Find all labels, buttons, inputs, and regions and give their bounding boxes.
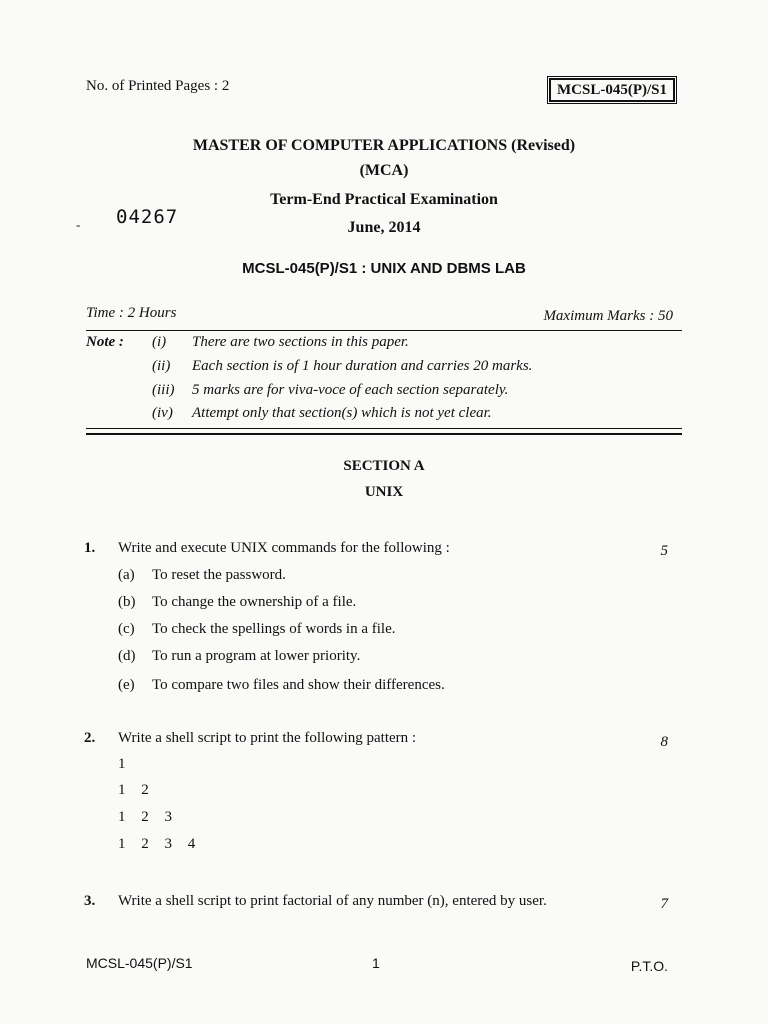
question-marks: 8	[660, 734, 668, 750]
section-subheading: UNIX	[364, 484, 404, 500]
pattern-row: 1 2	[118, 782, 149, 798]
note-item-num: (iv)	[152, 405, 173, 421]
time-allowed: Time : 2 Hours	[86, 305, 177, 321]
sub-question-text: To run a program at lower priority.	[152, 648, 361, 664]
sub-question	[118, 648, 360, 665]
note-item-text: Each section is of 1 hour duration and carries 20 marks.	[192, 358, 533, 374]
sub-question-label: (c)	[118, 621, 135, 637]
sub-question-label: (b)	[118, 594, 136, 610]
sub-question-text: To reset the password.	[152, 567, 286, 583]
sub-question	[118, 621, 395, 638]
sub-question-text: To check the spellings of words in a file.	[152, 621, 396, 637]
question-marks: 7	[660, 896, 668, 912]
sub-question-label: (d)	[118, 648, 136, 664]
pattern-row: 1 2 3	[118, 809, 172, 825]
course-title: MCSL-045(P)/S1 : UNIX AND DBMS LAB	[242, 260, 526, 277]
note-item	[152, 358, 532, 375]
please-turn-over: P.T.O.	[630, 958, 668, 974]
note-item	[152, 405, 492, 422]
sub-question	[118, 567, 286, 584]
question-text: Write and execute UNIX commands for the following :	[118, 540, 450, 556]
divider	[86, 428, 682, 429]
note-item-text: There are two sections in this paper.	[192, 334, 409, 350]
note-item-num: (ii)	[152, 358, 171, 374]
question-text: Write a shell script to print factorial of any number (n), entered by user.	[118, 893, 547, 909]
printed-pages: No. of Printed Pages : 2	[86, 78, 230, 94]
footer-paper-code: MCSL-045(P)/S1	[86, 955, 193, 971]
maximum-marks: Maximum Marks : 50	[543, 308, 673, 324]
paper-code-box: MCSL-045(P)/S1	[549, 78, 675, 102]
programme-title: MASTER OF COMPUTER APPLICATIONS (Revised)	[192, 137, 576, 154]
sub-question-text: To change the ownership of a file.	[152, 594, 357, 610]
exam-title: Term-End Practical Examination	[270, 191, 498, 208]
note-item	[152, 334, 409, 351]
section-heading: SECTION A	[343, 458, 425, 474]
margin-mark: -	[76, 217, 81, 232]
question-number: 1.	[84, 540, 96, 556]
page-number: 1	[372, 955, 380, 971]
question-number: 3.	[84, 893, 96, 909]
pattern-row: 1	[118, 756, 126, 772]
question-marks: 5	[660, 543, 668, 559]
note-item	[152, 382, 508, 399]
serial-number: 04267	[116, 206, 179, 228]
sub-question-label: (a)	[118, 567, 135, 583]
pattern-row: 1 2 3 4	[118, 836, 196, 852]
sub-question-text: To compare two files and show their differences.	[152, 677, 445, 693]
note-item-text: Attempt only that section(s) which is not yet clear.	[192, 405, 492, 421]
note-item-text: 5 marks are for viva-voce of each section separately.	[192, 382, 509, 398]
divider	[86, 330, 682, 331]
question-number: 2.	[84, 730, 96, 746]
note-item-num: (iii)	[152, 382, 175, 398]
divider	[86, 433, 682, 435]
question-text: Write a shell script to print the following pattern :	[118, 730, 417, 746]
programme-abbr: (MCA)	[359, 162, 409, 179]
sub-question	[118, 594, 356, 611]
sub-question-label: (e)	[118, 677, 135, 693]
note-item-num: (i)	[152, 334, 167, 350]
exam-date: June, 2014	[347, 219, 421, 236]
note-label: Note :	[86, 334, 124, 350]
sub-question	[118, 677, 445, 694]
